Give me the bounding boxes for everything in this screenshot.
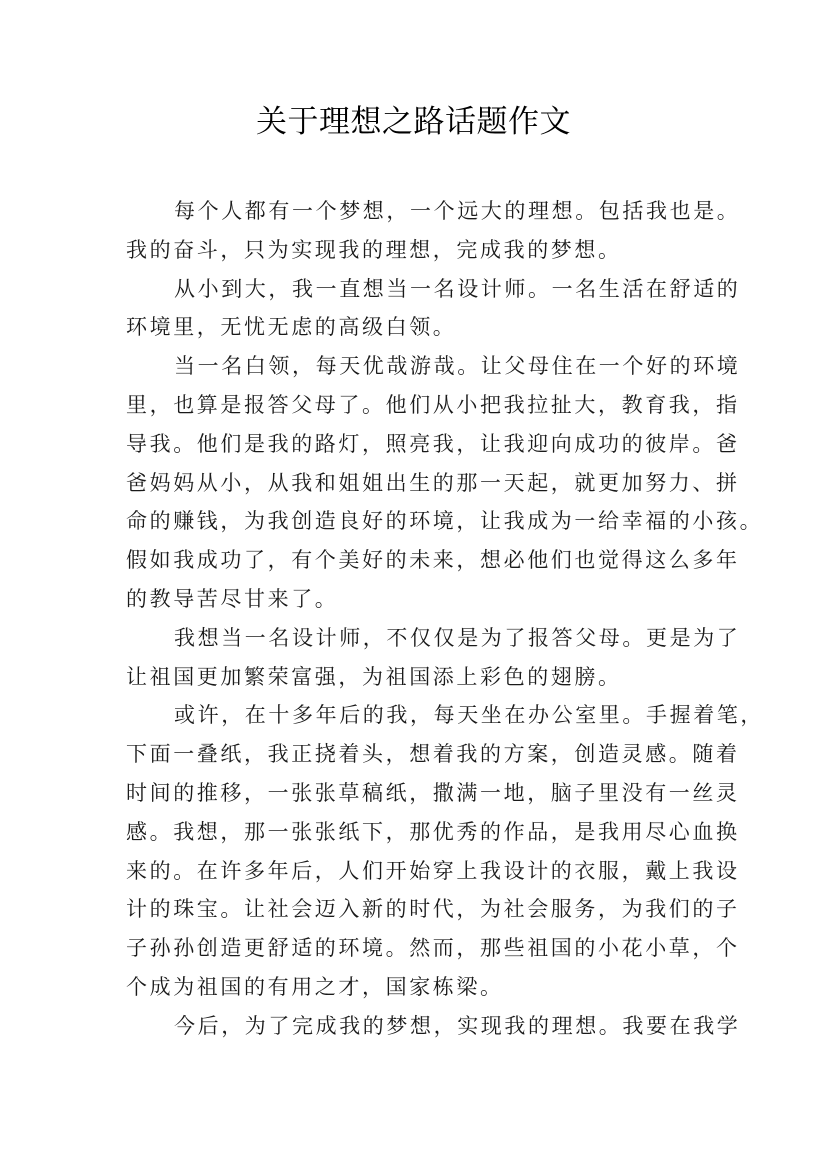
text-line: 的教导苦尽甘来了。 [126, 586, 339, 611]
text-line: 我的奋斗，只为实现我的理想，完成我的梦想。 [126, 237, 622, 262]
text-line: 从小到大，我一直想当一名设计师。一名生活在舒适的 [174, 276, 741, 301]
text-line: 时间的推移，一张张草稿纸，撒满一地，脑子里没有一丝灵 [126, 780, 740, 805]
paragraph-4 [126, 619, 741, 697]
paragraph-3 [126, 347, 764, 619]
text-line: 当一名白领，每天优哉游哉。让父母住在一个好的环境 [174, 354, 741, 379]
text-line: 来的。在许多年后，人们开始穿上我设计的衣服，戴上我设 [126, 858, 740, 883]
text-line: 今后，为了完成我的梦想，实现我的理想。我要在我学 [174, 1013, 741, 1038]
text-line: 感。我想，那一张张纸下，那优秀的作品，是我用尽心血换 [126, 819, 740, 844]
text-line: 环境里，无忧无虑的高级白领。 [126, 315, 457, 340]
text-line: 或许，在十多年后的我，每天坐在办公室里。手握着笔， [174, 703, 764, 728]
text-line: 个成为祖国的有用之才，国家栋梁。 [126, 974, 504, 999]
text-line: 计的珠宝。让社会迈入新的时代，为社会服务，为我们的子 [126, 897, 740, 922]
text-line: 让祖国更加繁荣富强，为祖国添上彩色的翅膀。 [126, 664, 622, 689]
text-line: 导我。他们是我的路灯，照亮我，让我迎向成功的彼岸。爸 [126, 431, 740, 456]
essay-body [126, 192, 764, 1046]
text-line: 里，也算是报答父母了。他们从小把我拉扯大，教育我，指 [126, 392, 740, 417]
paragraph-1 [126, 192, 741, 270]
paragraph-5 [126, 696, 764, 1006]
text-line: 子孙孙创造更舒适的环境。然而，那些祖国的小花小草，个 [126, 936, 740, 961]
text-line: 每个人都有一个梦想，一个远大的理想。包括我也是。 [174, 199, 741, 223]
text-line: 爸妈妈从小，从我和姐姐出生的那一天起，就更加努力、拼 [126, 470, 740, 495]
document-title: 关于理想之路话题作文 [256, 104, 571, 140]
paragraph-6 [126, 1007, 741, 1046]
text-line: 下面一叠纸，我正挠着头，想着我的方案，创造灵感。随着 [126, 742, 740, 767]
text-line: 我想当一名设计师，不仅仅是为了报答父母。更是为了 [174, 625, 741, 650]
text-line: 假如我成功了，有个美好的未来，想必他们也觉得这么多年 [126, 548, 740, 573]
text-line: 命的赚钱，为我创造良好的环境，让我成为一给幸福的小孩。 [126, 509, 764, 534]
paragraph-2 [126, 270, 741, 348]
